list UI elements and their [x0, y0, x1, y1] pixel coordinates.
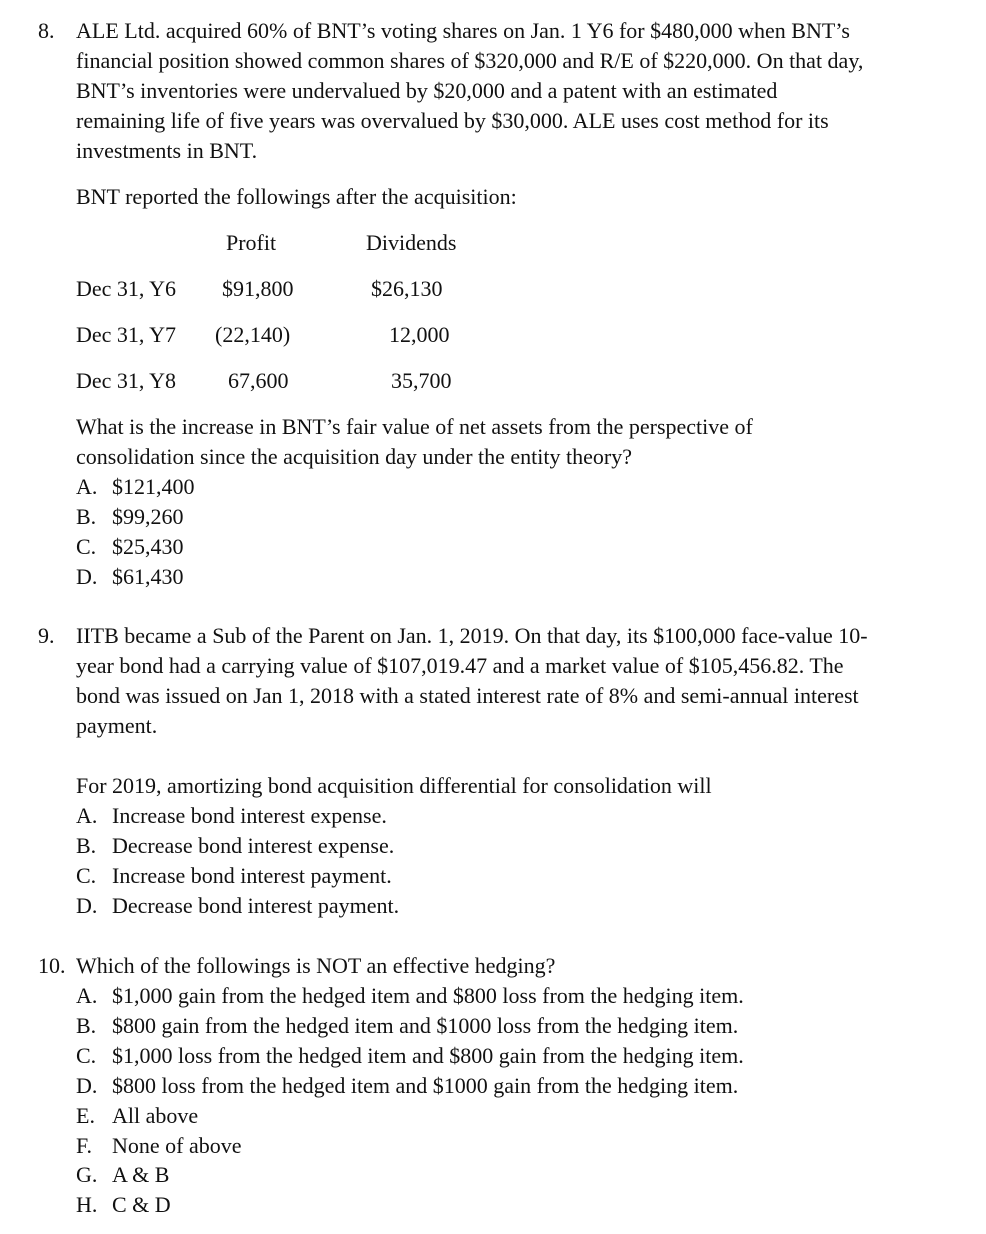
option-a	[76, 981, 744, 1011]
option-g	[76, 1160, 169, 1190]
option-e	[76, 1101, 198, 1131]
option-text: Increase bond interest expense.	[112, 803, 387, 828]
option-letter: E.	[76, 1103, 95, 1128]
option-c	[76, 861, 392, 891]
question-line: consolidation since the acquisition day under the entity theory?	[76, 444, 632, 469]
option-letter: A.	[76, 803, 98, 828]
option-b	[76, 502, 184, 532]
option-d	[76, 1071, 738, 1101]
table-cell-dividends: 35,700	[391, 368, 452, 393]
option-letter: D.	[76, 893, 98, 918]
option-b	[76, 1011, 738, 1041]
table-intro: BNT reported the followings after the acquisition:	[76, 184, 517, 209]
column-header-dividends: Dividends	[366, 230, 457, 255]
option-text: $99,260	[112, 504, 184, 529]
option-letter: D.	[76, 1073, 98, 1098]
stem-line: investments in BNT.	[76, 138, 258, 163]
option-text: $1,000 gain from the hedged item and $800 loss from the hedging item.	[112, 983, 744, 1008]
option-text: None of above	[112, 1133, 242, 1158]
stem-line: bond was issued on Jan 1, 2018 with a stated interest rate of 8% and semi-annual interest	[76, 683, 859, 708]
column-header-profit: Profit	[226, 230, 277, 255]
option-d	[76, 891, 399, 921]
stem-line: year bond had a carrying value of $107,019.47 and a market value of $105,456.82. The	[76, 653, 844, 678]
question-number: 10.	[38, 953, 66, 978]
table-cell-dividends: $26,130	[371, 276, 443, 301]
option-letter: A.	[76, 983, 98, 1008]
option-c	[76, 1041, 744, 1071]
option-h	[76, 1190, 171, 1220]
option-letter: B.	[76, 833, 97, 858]
table-row-date: Dec 31, Y6	[76, 276, 176, 301]
option-letter: C.	[76, 863, 97, 888]
option-c	[76, 532, 184, 562]
option-letter: G.	[76, 1162, 98, 1187]
option-letter: A.	[76, 474, 98, 499]
option-letter: B.	[76, 1013, 97, 1038]
option-letter: C.	[76, 534, 97, 559]
question-number: 8.	[38, 18, 55, 43]
question-number: 9.	[38, 623, 55, 648]
table-cell-profit: 67,600	[228, 368, 289, 393]
stem-line: IITB became a Sub of the Parent on Jan. 1, 2019. On that day, its $100,000 face-value 10-	[76, 623, 868, 648]
option-text: $1,000 loss from the hedged item and $800 gain from the hedging item.	[112, 1043, 744, 1068]
option-d	[76, 562, 184, 592]
stem-line: ALE Ltd. acquired 60% of BNT’s voting shares on Jan. 1 Y6 for $480,000 when BNT’s	[76, 18, 850, 43]
option-text: Increase bond interest payment.	[112, 863, 392, 888]
option-a	[76, 472, 195, 502]
option-text: $121,400	[112, 474, 195, 499]
option-text: A & B	[112, 1162, 170, 1187]
option-letter: H.	[76, 1192, 98, 1217]
option-text: $800 loss from the hedged item and $1000 gain from the hedging item.	[112, 1073, 739, 1098]
question-line: Which of the followings is NOT an effective hedging?	[76, 953, 556, 978]
option-a	[76, 801, 387, 831]
option-text: $61,430	[112, 564, 184, 589]
option-text: All above	[112, 1103, 199, 1128]
question-line: For 2019, amortizing bond acquisition differential for consolidation will	[76, 773, 712, 798]
stem-line: remaining life of five years was overvalued by $30,000. ALE uses cost method for its	[76, 108, 829, 133]
question-line: What is the increase in BNT’s fair value of net assets from the perspective of	[76, 414, 753, 439]
table-cell-profit: $91,800	[222, 276, 294, 301]
option-letter: C.	[76, 1043, 97, 1068]
option-letter: B.	[76, 504, 97, 529]
table-cell-profit: (22,140)	[215, 322, 291, 347]
option-text: $25,430	[112, 534, 184, 559]
option-f	[76, 1131, 242, 1161]
option-text: C & D	[112, 1192, 171, 1217]
option-letter: F.	[76, 1133, 92, 1158]
table-cell-dividends: 12,000	[389, 322, 450, 347]
stem-line: financial position showed common shares of $320,000 and R/E of $220,000. On that day,	[76, 48, 864, 73]
stem-line: payment.	[76, 713, 158, 738]
option-text: $800 gain from the hedged item and $1000 loss from the hedging item.	[112, 1013, 739, 1038]
option-letter: D.	[76, 564, 98, 589]
option-text: Decrease bond interest expense.	[112, 833, 395, 858]
stem-line: BNT’s inventories were undervalued by $20,000 and a patent with an estimated	[76, 78, 778, 103]
option-b	[76, 831, 394, 861]
option-text: Decrease bond interest payment.	[112, 893, 400, 918]
table-row-date: Dec 31, Y8	[76, 368, 176, 393]
table-row-date: Dec 31, Y7	[76, 322, 176, 347]
